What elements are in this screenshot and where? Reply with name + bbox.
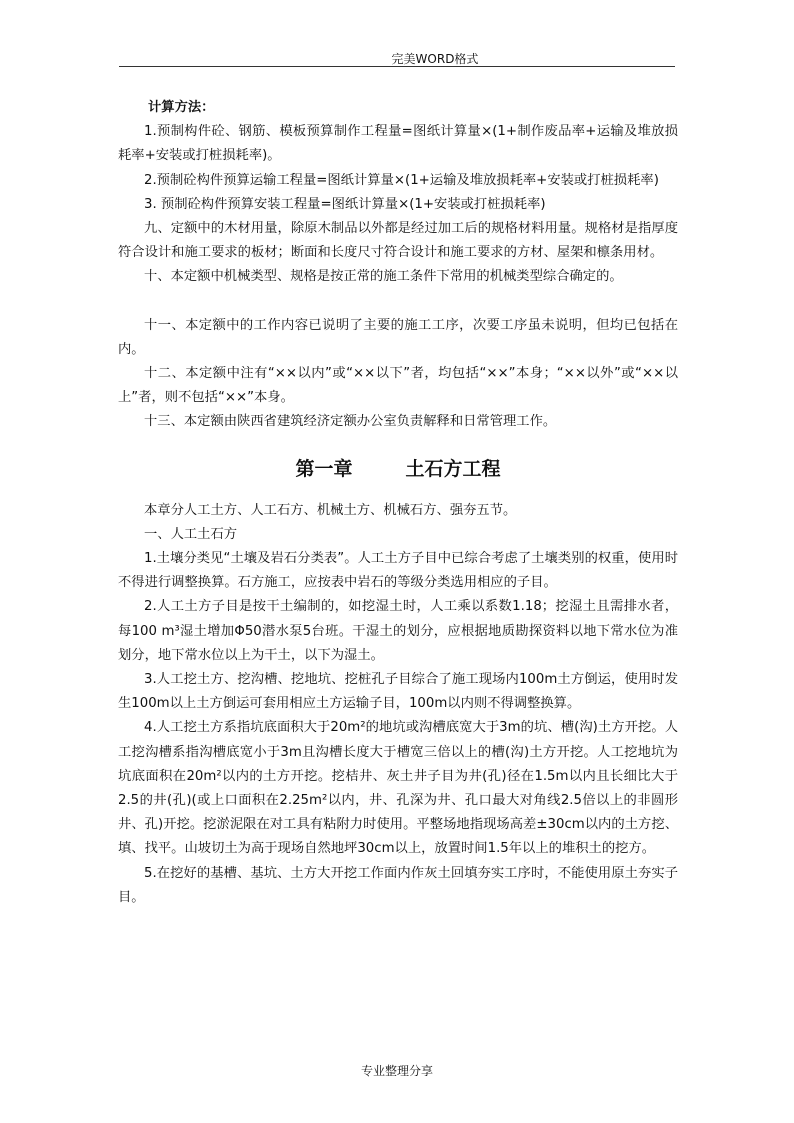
paragraph-3: 3.人工挖土方、挖沟槽、挖地坑、挖桩孔子目综合了施工现场内100m土方倒运，使用时发生100m以上土方倒运可套用相应土方运输子目，100m以内则不得调整换算。	[118, 672, 678, 712]
paragraph-1: 1.土壤分类见“土壤及岩石分类表”。人工土方子目中已综合考虑了土壤类别的权重，使用时不得进行调整换算。石方施工，应按表中岩石的等级分类选用相应的子目。	[118, 551, 678, 591]
header-divider	[119, 66, 675, 67]
formula-3: 3. 预制砼构件预算安装工程量=图纸计算量×(1+安装或打桩损耗率)	[144, 196, 546, 212]
page-footer: 专业整理分享	[360, 1064, 433, 1078]
chapter-intro: 本章分人工土方、人工石方、机械土方、机械石方、强夯五节。	[144, 502, 517, 518]
item-12: 十二、本定额中注有“××以内”或“××以下”者，均包括“××”本身；“××以外”或“××以上”者，则不包括“××”本身。	[118, 366, 678, 406]
blank-line	[118, 290, 678, 314]
formula-1: 1.预制构件砼、钢筋、模板预算制作工程量=图纸计算量×(1+制作废品率+运输及堆放损耗率+安装或打桩损耗率)。	[118, 124, 678, 164]
method-title: 计算方法：	[148, 100, 215, 115]
item-9: 九、定额中的木材用量，除原木制品以外都是经过加工后的规格材料用量。规格材是指厚度符合设计和施工要求的板材；断面和长度尺寸符合设计和施工要求的方材、屋架和檩条用材。	[118, 221, 678, 261]
formula-2: 2.预制砼构件预算运输工程量=图纸计算量×(1+运输及堆放损耗率+安装或打桩损耗率)	[144, 172, 659, 188]
paragraph-5: 5.在挖好的基槽、基坑、土方大开挖工作面内作灰土回填夯实工序时，不能使用原土夯实子目。	[118, 865, 678, 905]
paragraph-4: 4.人工挖土方系指坑底面积大于20m²的地坑或沟槽底宽大于3m的坑、槽(沟)土方开挖。人工挖沟槽系指沟槽底宽小于3m且沟槽长度大于槽宽三倍以上的槽(沟)土方开挖。人工挖地坑为坑底面积在20m²以内的土方开挖。挖桔井、灰土井子目为井(孔)径在1.5m以内且长细比大于2.5的井(孔)(或上口面积在2.25m²以内，井、孔深为井、孔口最大对角线2.5倍以上的非圆形井、孔)开挖。挖淤泥限在对工具有粘附力时使用。平整场地指现场高差±30cm以内的土方挖、填、找平。山坡切土为高于现场自然地坪30cm以上，放置时间1.5年以上的堆积土的挖方。	[118, 720, 678, 857]
item-11: 十一、本定额中的工作内容已说明了主要的施工工序，次要工序虽未说明，但均已包括在内。	[118, 317, 678, 357]
item-13: 十三、本定额由陕西省建筑经济定额办公室负责解释和日常管理工作。	[144, 414, 557, 430]
item-10: 十、本定额中机械类型、规格是按正常的施工条件下常用的机械类型综合确定的。	[144, 269, 623, 285]
paragraph-2: 2.人工土方子目是按干土编制的，如挖湿土时，人工乘以系数1.18；挖湿土且需排水者，每100 m³湿土增加Φ50潜水泵5台班。干湿土的划分，应根据地质勘探资料以地下常水位为准划分，地下常水位以上为干土，以下为湿土。	[118, 599, 678, 663]
section-heading: 一、人工土石方	[144, 526, 238, 542]
document-body	[118, 96, 678, 910]
page-header: 完美WORD格式	[391, 52, 479, 66]
chapter-title: 第一章 土石方工程	[295, 457, 501, 480]
